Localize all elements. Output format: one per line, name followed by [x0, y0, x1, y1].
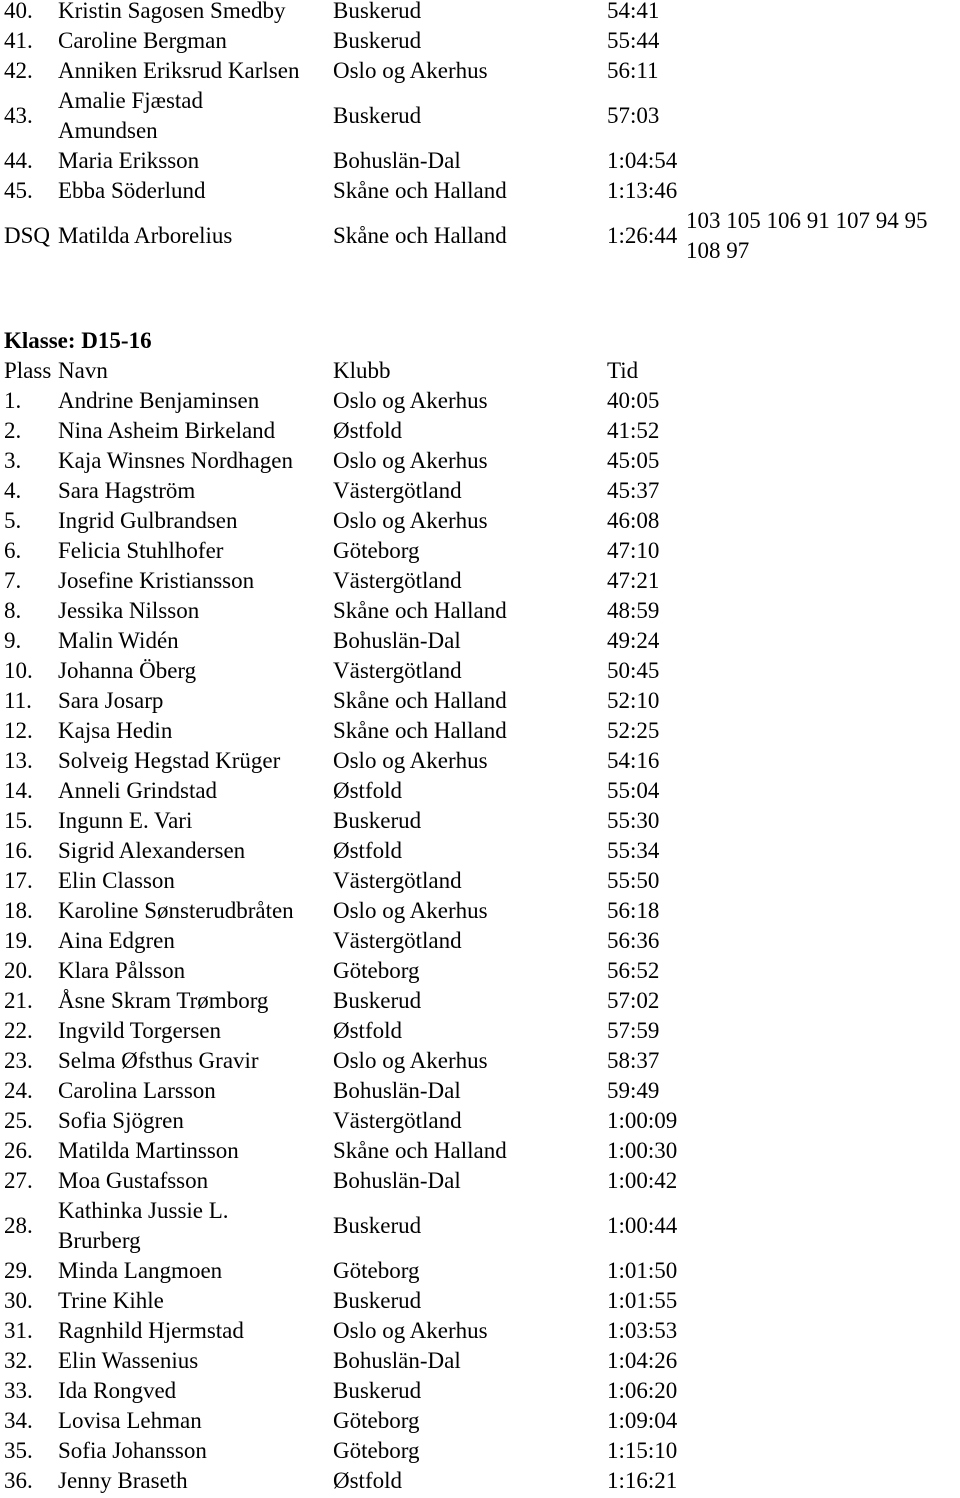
club: Göteborg [333, 958, 420, 983]
club: Bohuslän-Dal [333, 628, 461, 653]
place: 36. [4, 1468, 33, 1493]
club: Østfold [333, 1468, 402, 1493]
runner-name: Amalie Fjæstad Amundsen [58, 88, 204, 143]
runner-name: Sigrid Alexandersen [58, 838, 246, 863]
result-row [0, 986, 960, 1016]
time: 40:05 [607, 388, 660, 413]
time: 54:16 [607, 748, 660, 773]
time: 1:00:09 [607, 1108, 678, 1133]
time: 57:59 [607, 1018, 660, 1043]
runner-name: Ingrid Gulbrandsen [58, 508, 238, 533]
place: 9. [4, 628, 22, 653]
club: Oslo og Akerhus [333, 898, 488, 923]
place: DSQ [4, 223, 51, 248]
place: 3. [4, 448, 22, 473]
place: 35. [4, 1438, 33, 1463]
time: 1:00:30 [607, 1138, 678, 1163]
result-row [0, 446, 960, 476]
result-row [0, 0, 960, 26]
runner-name: Kristin Sagosen Smedby [58, 0, 286, 23]
time: 1:01:50 [607, 1258, 678, 1283]
time: 45:05 [607, 448, 660, 473]
place: 24. [4, 1078, 33, 1103]
result-row [0, 596, 960, 626]
result-row [0, 1466, 960, 1496]
result-row [0, 476, 960, 506]
place: 30. [4, 1288, 33, 1313]
time: 50:45 [607, 658, 660, 683]
time: 55:34 [607, 838, 660, 863]
time: 57:03 [607, 103, 660, 128]
place: 2. [4, 418, 22, 443]
place: 4. [4, 478, 22, 503]
result-row [0, 1286, 960, 1316]
result-row [0, 566, 960, 596]
result-row [0, 176, 960, 206]
result-row-dsq [0, 206, 960, 266]
header-time: Tid [607, 358, 639, 383]
time: 57:02 [607, 988, 660, 1013]
club: Oslo og Akerhus [333, 1318, 488, 1343]
club: Østfold [333, 1018, 402, 1043]
class-results [0, 356, 960, 1496]
time: 56:52 [607, 958, 660, 983]
place: 45. [4, 178, 33, 203]
club: Skåne och Halland [333, 718, 507, 743]
place: 27. [4, 1168, 33, 1193]
header-club: Klubb [333, 358, 391, 383]
club: Skåne och Halland [333, 223, 507, 248]
result-row [0, 416, 960, 446]
runner-name: Karoline Sønsterudbråten [58, 898, 294, 923]
time: 1:04:54 [607, 148, 678, 173]
place: 41. [4, 28, 33, 53]
club: Skåne och Halland [333, 178, 507, 203]
runner-name: Elin Wassenius [58, 1348, 199, 1373]
time: 47:10 [607, 538, 660, 563]
club: Västergötland [333, 1108, 462, 1133]
runner-name: Sofia Johansson [58, 1438, 207, 1463]
time: 52:10 [607, 688, 660, 713]
result-row [0, 1166, 960, 1196]
time: 1:26:44 [607, 223, 678, 248]
runner-name: Anniken Eriksrud Karlsen [58, 58, 300, 83]
time: 41:52 [607, 418, 660, 443]
missing-controls-note: 103 105 106 91 107 94 95 108 97 [686, 208, 928, 263]
club: Skåne och Halland [333, 598, 507, 623]
time: 1:01:55 [607, 1288, 678, 1313]
club: Göteborg [333, 538, 420, 563]
result-row [0, 1406, 960, 1436]
club: Oslo og Akerhus [333, 58, 488, 83]
runner-name: Åsne Skram Trømborg [58, 988, 269, 1013]
runner-name: Selma Øfsthus Gravir [58, 1048, 259, 1073]
runner-name: Carolina Larsson [58, 1078, 216, 1103]
club: Buskerud [333, 1378, 422, 1403]
runner-name: Elin Classon [58, 868, 175, 893]
runner-name: Solveig Hegstad Krüger [58, 748, 281, 773]
place: 11. [4, 688, 32, 713]
time: 54:41 [607, 0, 660, 23]
club: Västergötland [333, 868, 462, 893]
place: 44. [4, 148, 33, 173]
time: 1:06:20 [607, 1378, 678, 1403]
club: Bohuslän-Dal [333, 1078, 461, 1103]
runner-name: Matilda Martinsson [58, 1138, 239, 1163]
club: Bohuslän-Dal [333, 1168, 461, 1193]
runner-name: Caroline Bergman [58, 28, 227, 53]
runner-name: Anneli Grindstad [58, 778, 218, 803]
place: 8. [4, 598, 22, 623]
time: 59:49 [607, 1078, 660, 1103]
runner-name: Minda Langmoen [58, 1258, 223, 1283]
time: 56:11 [607, 58, 659, 83]
runner-name: Maria Eriksson [58, 148, 200, 173]
club: Västergötland [333, 658, 462, 683]
time: 46:08 [607, 508, 660, 533]
place: 33. [4, 1378, 33, 1403]
club: Østfold [333, 778, 402, 803]
place: 7. [4, 568, 22, 593]
runner-name: Malin Widén [58, 628, 179, 653]
place: 19. [4, 928, 33, 953]
runner-name: Trine Kihle [58, 1288, 164, 1313]
runner-name: Ida Rongved [58, 1378, 177, 1403]
club: Østfold [333, 838, 402, 863]
runner-name: Ragnhild Hjermstad [58, 1318, 244, 1343]
runner-name: Moa Gustafsson [58, 1168, 209, 1193]
runner-name: Sofia Sjögren [58, 1108, 184, 1133]
class-title: Klasse: D15-16 [4, 328, 152, 353]
time: 52:25 [607, 718, 660, 743]
time: 45:37 [607, 478, 660, 503]
time: 55:50 [607, 868, 660, 893]
result-row [0, 536, 960, 566]
club: Buskerud [333, 28, 422, 53]
place: 23. [4, 1048, 33, 1073]
runner-name: Klara Pålsson [58, 958, 186, 983]
club: Göteborg [333, 1258, 420, 1283]
runner-name: Sara Josarp [58, 688, 164, 713]
result-row [0, 1106, 960, 1136]
time: 47:21 [607, 568, 660, 593]
result-row [0, 686, 960, 716]
club: Västergötland [333, 928, 462, 953]
club: Buskerud [333, 1213, 422, 1238]
club: Bohuslän-Dal [333, 148, 461, 173]
place: 5. [4, 508, 22, 533]
place: 32. [4, 1348, 33, 1373]
result-row [0, 776, 960, 806]
result-row [0, 1136, 960, 1166]
place: 29. [4, 1258, 33, 1283]
place: 20. [4, 958, 33, 983]
runner-name: Jessika Nilsson [58, 598, 200, 623]
time: 55:44 [607, 28, 660, 53]
runner-name: Ingunn E. Vari [58, 808, 193, 833]
place: 13. [4, 748, 33, 773]
result-row [0, 26, 960, 56]
time: 49:24 [607, 628, 660, 653]
result-row [0, 806, 960, 836]
time: 1:15:10 [607, 1438, 678, 1463]
result-row [0, 1376, 960, 1406]
place: 10. [4, 658, 33, 683]
club: Skåne och Halland [333, 1138, 507, 1163]
place: 40. [4, 0, 33, 23]
place: 15. [4, 808, 33, 833]
club: Oslo og Akerhus [333, 448, 488, 473]
result-row [0, 1256, 960, 1286]
result-row [0, 1076, 960, 1106]
place: 6. [4, 538, 22, 563]
club: Oslo og Akerhus [333, 508, 488, 533]
place: 28. [4, 1213, 33, 1238]
place: 12. [4, 718, 33, 743]
result-row [0, 1016, 960, 1046]
runner-name: Kathinka Jussie L. Brurberg [58, 1198, 229, 1253]
runner-name: Kaja Winsnes Nordhagen [58, 448, 293, 473]
runner-name: Sara Hagström [58, 478, 196, 503]
club: Oslo og Akerhus [333, 388, 488, 413]
result-row [0, 1436, 960, 1466]
place: 17. [4, 868, 33, 893]
result-row [0, 1346, 960, 1376]
time: 1:00:42 [607, 1168, 678, 1193]
result-row [0, 746, 960, 776]
result-row [0, 56, 960, 86]
result-row [0, 716, 960, 746]
place: 26. [4, 1138, 33, 1163]
runner-name: Felicia Stuhlhofer [58, 538, 224, 563]
time: 48:59 [607, 598, 660, 623]
time: 55:04 [607, 778, 660, 803]
header-place: Plass [4, 358, 52, 383]
runner-name: Aina Edgren [58, 928, 175, 953]
result-row [0, 956, 960, 986]
club: Buskerud [333, 0, 422, 23]
result-row [0, 86, 960, 146]
result-row [0, 386, 960, 416]
place: 31. [4, 1318, 33, 1343]
runner-name: Josefine Kristiansson [58, 568, 255, 593]
club: Buskerud [333, 1288, 422, 1313]
result-row [0, 836, 960, 866]
club: Göteborg [333, 1438, 420, 1463]
previous-class-results [0, 0, 960, 266]
result-row [0, 1316, 960, 1346]
header-row [0, 356, 960, 386]
result-row [0, 626, 960, 656]
runner-name: Ebba Söderlund [58, 178, 206, 203]
time: 1:00:44 [607, 1213, 678, 1238]
runner-name: Johanna Öberg [58, 658, 197, 683]
time: 1:03:53 [607, 1318, 678, 1343]
runner-name: Lovisa Lehman [58, 1408, 202, 1433]
time: 56:18 [607, 898, 660, 923]
result-row [0, 896, 960, 926]
result-row [0, 1046, 960, 1076]
club: Østfold [333, 418, 402, 443]
runner-name: Jenny Braseth [58, 1468, 188, 1493]
place: 43. [4, 103, 33, 128]
time: 1:16:21 [607, 1468, 678, 1493]
time: 1:04:26 [607, 1348, 678, 1373]
place: 16. [4, 838, 33, 863]
place: 22. [4, 1018, 33, 1043]
result-row [0, 146, 960, 176]
place: 42. [4, 58, 33, 83]
club: Västergötland [333, 478, 462, 503]
result-row [0, 1196, 960, 1256]
result-row [0, 656, 960, 686]
place: 21. [4, 988, 33, 1013]
runner-name: Matilda Arborelius [58, 223, 233, 248]
place: 1. [4, 388, 22, 413]
club: Bohuslän-Dal [333, 1348, 461, 1373]
club: Västergötland [333, 568, 462, 593]
runner-name: Andrine Benjaminsen [58, 388, 260, 413]
club: Oslo og Akerhus [333, 748, 488, 773]
time: 1:13:46 [607, 178, 678, 203]
result-row [0, 926, 960, 956]
place: 34. [4, 1408, 33, 1433]
club: Buskerud [333, 808, 422, 833]
club: Oslo og Akerhus [333, 1048, 488, 1073]
time: 58:37 [607, 1048, 660, 1073]
time: 56:36 [607, 928, 660, 953]
runner-name: Ingvild Torgersen [58, 1018, 221, 1043]
club: Buskerud [333, 988, 422, 1013]
place: 25. [4, 1108, 33, 1133]
result-row [0, 866, 960, 896]
club: Buskerud [333, 103, 422, 128]
place: 14. [4, 778, 33, 803]
results-body [0, 386, 960, 1496]
place: 18. [4, 898, 33, 923]
club: Skåne och Halland [333, 688, 507, 713]
runner-name: Kajsa Hedin [58, 718, 173, 743]
time: 55:30 [607, 808, 660, 833]
club: Göteborg [333, 1408, 420, 1433]
header-name: Navn [58, 358, 108, 383]
result-row [0, 506, 960, 536]
runner-name: Nina Asheim Birkeland [58, 418, 276, 443]
time: 1:09:04 [607, 1408, 678, 1433]
